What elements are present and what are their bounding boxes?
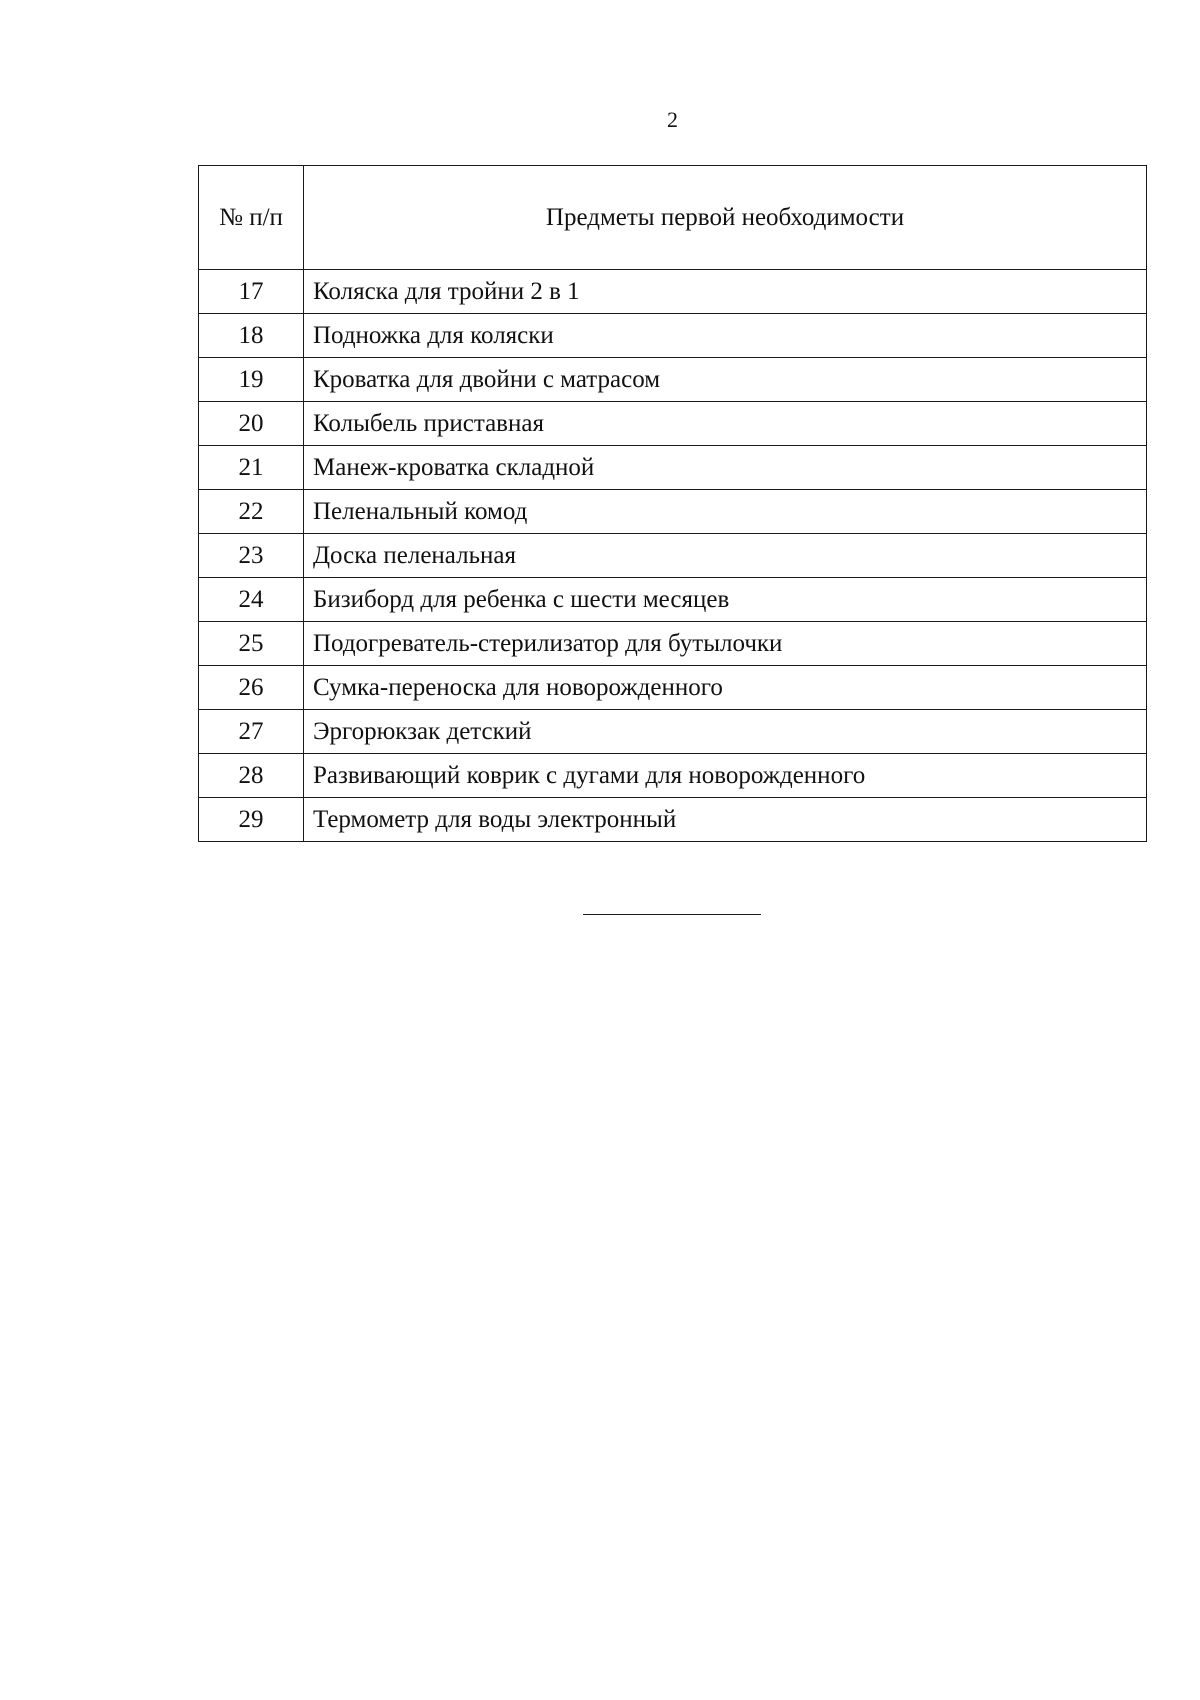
- table-header-row: [199, 166, 1147, 270]
- row-item-name: Развивающий коврик с дугами для новорожденного: [304, 754, 1147, 798]
- header-name: Предметы первой необходимости: [304, 166, 1147, 270]
- table-row: [199, 446, 1147, 490]
- row-number: 17: [199, 270, 304, 314]
- table-row: [199, 754, 1147, 798]
- row-item-name: Колыбель приставная: [304, 402, 1147, 446]
- row-item-name: Бизиборд для ребенка с шести месяцев: [304, 578, 1147, 622]
- row-number: 19: [199, 358, 304, 402]
- table-row: [199, 314, 1147, 358]
- row-item-name: Подогреватель-стерилизатор для бутылочки: [304, 622, 1147, 666]
- table-row: [199, 490, 1147, 534]
- table-row: [199, 358, 1147, 402]
- row-number: 21: [199, 446, 304, 490]
- end-divider: [583, 914, 761, 915]
- table-row: [199, 798, 1147, 842]
- row-number: 26: [199, 666, 304, 710]
- row-item-name: Доска пеленальная: [304, 534, 1147, 578]
- table-body: [199, 270, 1147, 842]
- row-number: 22: [199, 490, 304, 534]
- items-table: [198, 165, 1147, 842]
- table-row: [199, 666, 1147, 710]
- row-number: 28: [199, 754, 304, 798]
- row-number: 20: [199, 402, 304, 446]
- row-item-name: Эргорюкзак детский: [304, 710, 1147, 754]
- row-item-name: Термометр для воды электронный: [304, 798, 1147, 842]
- table-row: [199, 534, 1147, 578]
- table-row: [199, 270, 1147, 314]
- row-item-name: Манеж-кроватка складной: [304, 446, 1147, 490]
- row-number: 27: [199, 710, 304, 754]
- row-item-name: Коляска для тройни 2 в 1: [304, 270, 1147, 314]
- page-number: 2: [667, 107, 678, 132]
- row-number: 18: [199, 314, 304, 358]
- row-item-name: Подножка для коляски: [304, 314, 1147, 358]
- row-number: 25: [199, 622, 304, 666]
- row-item-name: Кроватка для двойни с матрасом: [304, 358, 1147, 402]
- table-row: [199, 578, 1147, 622]
- table-row: [199, 402, 1147, 446]
- table-row: [199, 710, 1147, 754]
- row-item-name: Сумка-переноска для новорожденного: [304, 666, 1147, 710]
- row-number: 23: [199, 534, 304, 578]
- row-number: 29: [199, 798, 304, 842]
- table-row: [199, 622, 1147, 666]
- header-number: № п/п: [199, 166, 304, 270]
- row-number: 24: [199, 578, 304, 622]
- row-item-name: Пеленальный комод: [304, 490, 1147, 534]
